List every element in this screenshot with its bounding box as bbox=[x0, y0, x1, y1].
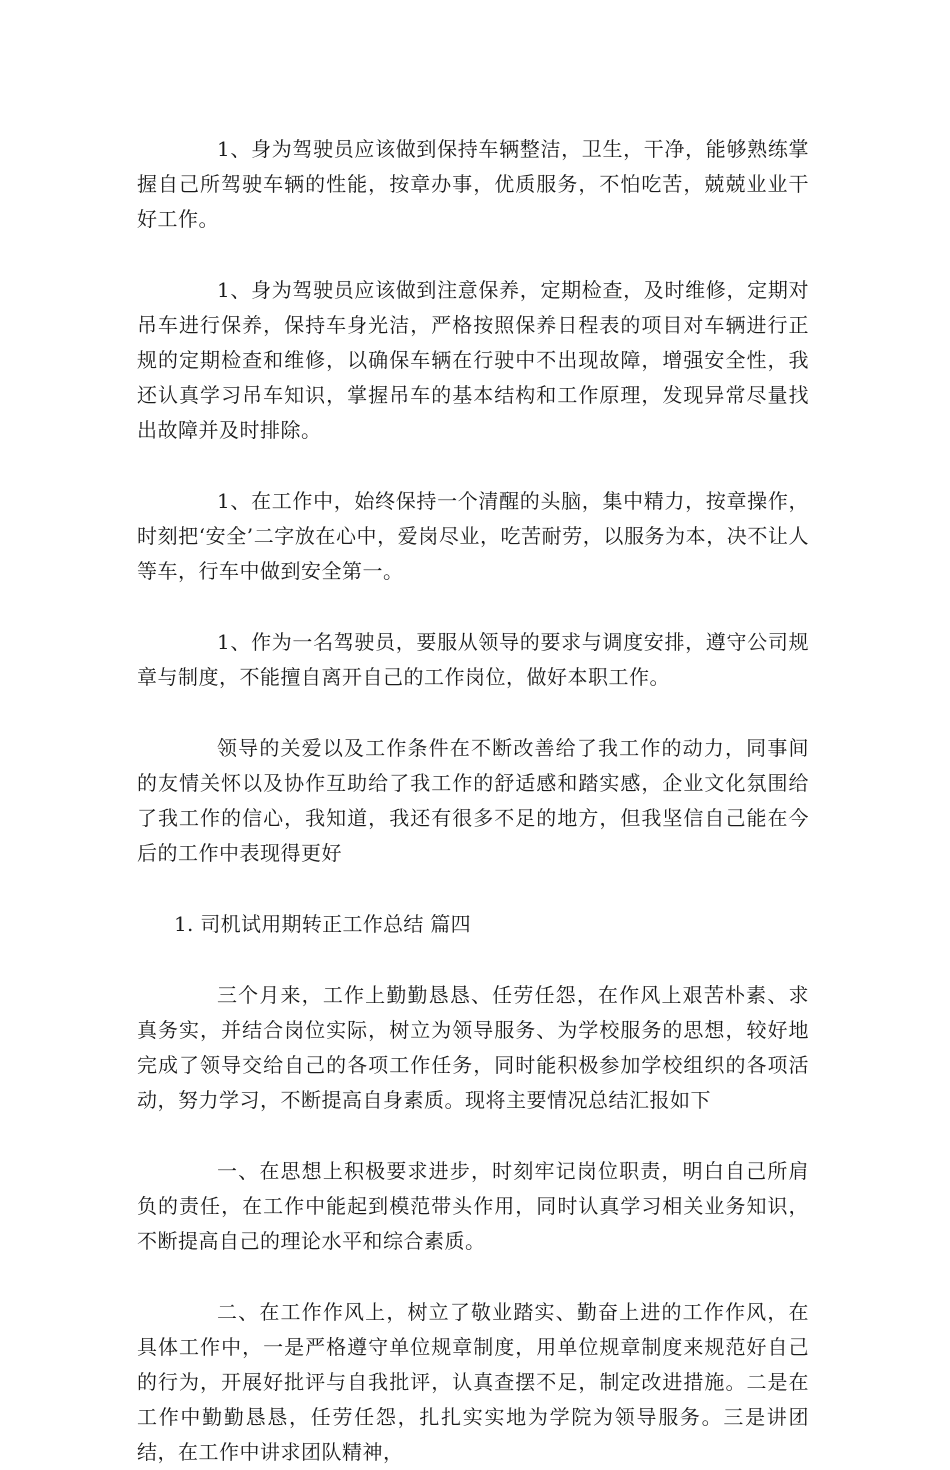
document-page bbox=[137, 132, 809, 1470]
paragraph-ideology: 一、在思想上积极要求进步，时刻牢记岗位职责，明白自己所肩负的责任，在工作中能起到模范带头作用，同时认真学习相关业务知识，不断提高自己的理论水平和综合素质。 bbox=[137, 1159, 809, 1253]
paragraph-vehicle-maintenance: 1、身为驾驶员应该做到注意保养，定期检查，及时维修，定期对吊车进行保养，保持车身光洁，严格按照保养日程表的项目对车辆进行正规的定期检查和维修，以确保车辆在行驶中不出现故障，增强安全性，我还认真学习吊车知识，掌握吊车的基本结构和工作原理，发现异常尽量找出故障并及时排除。 bbox=[137, 278, 809, 442]
section-heading: 1. 司机试用期转正工作总结 篇四 bbox=[174, 912, 471, 936]
paragraph-obey-leadership: 1、作为一名驾驶员，要服从领导的要求与调度安排，遵守公司规章与制度，不能擅自离开自己的工作岗位，做好本职工作。 bbox=[137, 630, 809, 689]
paragraph-three-months-summary: 三个月来，工作上勤勤恳恳、任劳任怨，在作风上艰苦朴素、求真务实，并结合岗位实际，树立为领导服务、为学校服务的思想，较好地完成了领导交给自己的各项工作任务，同时能积极参加学校组织的各项活动，努力学习，不断提高自身素质。现将主要情况总结汇报如下 bbox=[137, 983, 809, 1112]
paragraph-closing-thanks: 领导的关爱以及工作条件在不断改善给了我工作的动力，同事间的友情关怀以及协作互助给了我工作的舒适感和踏实感，企业文化氛围给了我工作的信心，我知道，我还有很多不足的地方，但我坚信自己能在今后的工作中表现得更好 bbox=[137, 736, 809, 865]
paragraph-vehicle-maintenance-intro: 1、身为驾驶员应该做到保持车辆整洁，卫生，干净，能够熟练掌握自己所驾驶车辆的性能，按章办事，优质服务，不怕吃苦，兢兢业业干好工作。 bbox=[137, 137, 809, 231]
paragraph-safety-first: 1、在工作中，始终保持一个清醒的头脑，集中精力，按章操作，时刻把‘安全’二字放在心中，爱岗尽业，吃苦耐劳，以服务为本，决不让人等车，行车中做到安全第一。 bbox=[137, 489, 809, 583]
paragraph-work-style: 二、在工作作风上，树立了敬业踏实、勤奋上进的工作作风，在具体工作中，一是严格遵守单位规章制度，用单位规章制度来规范好自己的行为，开展好批评与自我批评，认真查摆不足，制定改进措施。二是在工作中勤勤恳恳，任劳任怨，扎扎实实地为学院为领导服务。三是讲团结，在工作中讲求团队精神， bbox=[137, 1300, 809, 1464]
